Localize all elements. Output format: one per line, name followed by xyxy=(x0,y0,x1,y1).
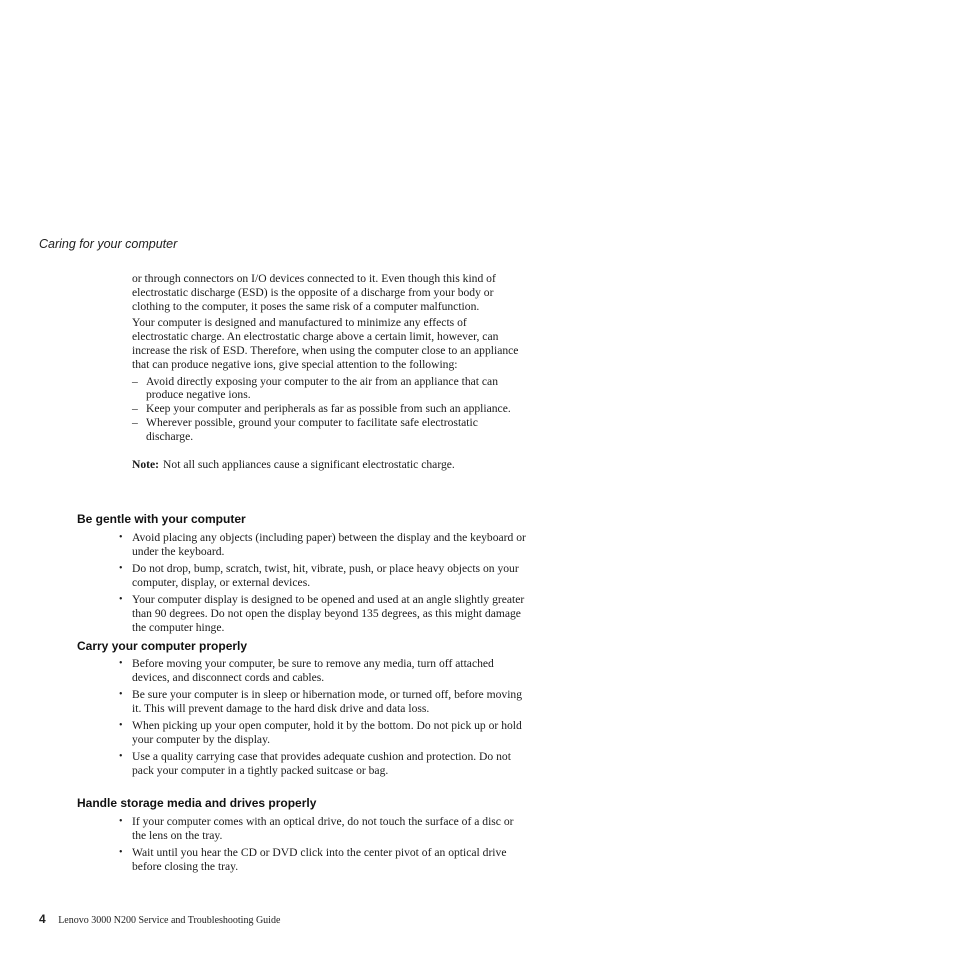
paragraph: Your computer is designed and manufactured to minimize any effects of electrostatic charge. An electrostatic charge above a certain limit, however, can increase the risk of ESD. Therefore, when using the computer close to an appliance that can produce negative ions, give special attention to the following: xyxy=(132,316,519,371)
section-heading: Carry your computer properly xyxy=(77,639,248,653)
list-item: • Wait until you hear the CD or DVD click into the center pivot of an optical drive before closing the tray. xyxy=(118,846,526,874)
paragraph: or through connectors on I/O devices connected to it. Even though this kind of electrostatic discharge (ESD) is the opposite of a discharge from your body or clothing to the computer, it poses the same risk of a computer malfunction. xyxy=(132,272,496,313)
list-item: • Do not drop, bump, scratch, twist, hit, vibrate, push, or place heavy objects on your computer, display, or external devices. xyxy=(118,562,526,590)
bullet-list xyxy=(118,531,526,638)
bullet-list xyxy=(118,815,526,877)
note-label: Note: xyxy=(132,457,160,471)
list-item: • Avoid placing any objects (including paper) between the display and the keyboard or under the keyboard. xyxy=(118,531,526,559)
list-item: – Wherever possible, ground your computer to facilitate safe electrostatic discharge. xyxy=(132,416,524,444)
note-text: Not all such appliances cause a significant electrostatic charge. xyxy=(163,457,455,471)
running-head: Caring for your computer xyxy=(39,237,178,251)
footer-title: Lenovo 3000 N200 Service and Troubleshooting Guide xyxy=(58,915,281,926)
section-heading: Be gentle with your computer xyxy=(77,512,246,526)
list-item: • Your computer display is designed to be opened and used at an angle slightly greater than 90 degrees. Do not open the display beyond 135 degrees, as this might damage the computer hinge. xyxy=(118,593,526,634)
list-item: • Before moving your computer, be sure to remove any media, turn off attached devices, and disconnect cords and cables. xyxy=(118,657,526,685)
list-item: • Be sure your computer is in sleep or hibernation mode, or turned off, before moving it. This will prevent damage to the hard disk drive and data loss. xyxy=(118,688,526,716)
list-item: – Keep your computer and peripherals as far as possible from such an appliance. xyxy=(132,402,524,416)
section-heading: Handle storage media and drives properly xyxy=(77,796,317,810)
dash-list xyxy=(132,375,524,444)
note xyxy=(132,458,524,472)
bullet-list xyxy=(118,657,526,781)
list-item: • When picking up your open computer, hold it by the bottom. Do not pick up or hold your computer by the display. xyxy=(118,719,526,747)
list-item: • If your computer comes with an optical drive, do not touch the surface of a disc or the lens on the tray. xyxy=(118,815,526,843)
list-item: • Use a quality carrying case that provides adequate cushion and protection. Do not pack your computer in a tightly packed suitcase or bag. xyxy=(118,750,526,778)
body-text xyxy=(132,272,524,474)
page-number: 4 xyxy=(39,912,46,926)
page-footer xyxy=(39,912,280,926)
list-item: – Avoid directly exposing your computer to the air from an appliance that can produce negative ions. xyxy=(132,375,524,403)
